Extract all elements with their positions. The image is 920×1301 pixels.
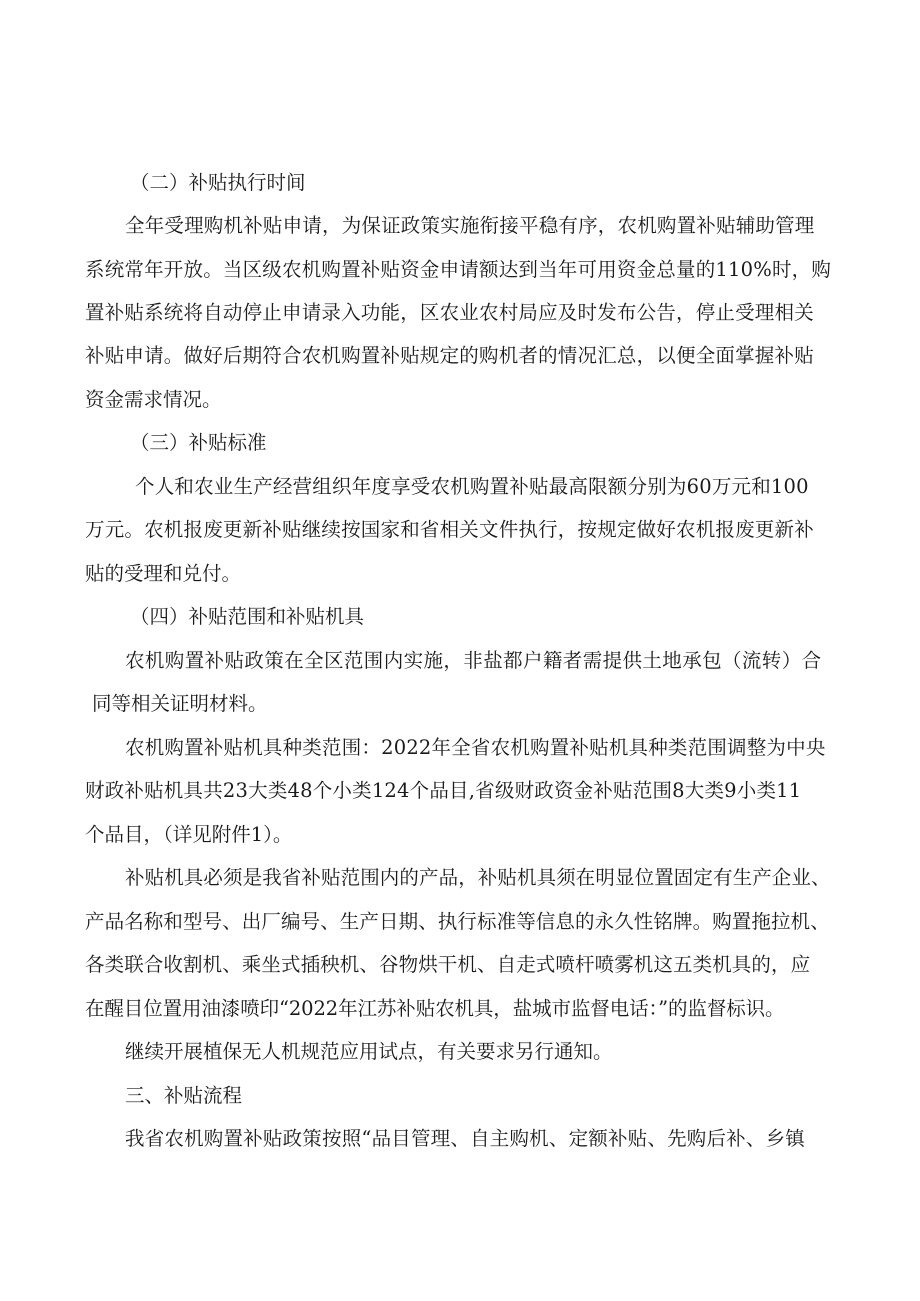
paragraph-line: 个人和农业生产经营组织年度享受农机购置补贴最高限额分别为60万元和100 — [135, 475, 809, 498]
section-heading-subsidy-standard: （三）补贴标准 — [130, 431, 267, 454]
paragraph-line: 我省农机购置补贴政策按照“品目管理、自主购机、定额补贴、先购后补、乡镇 — [125, 1127, 805, 1150]
paragraph-line: 在醒目位置用油漆喷印“2022年江苏补贴农机具，盐城市监督电话：”的监督标识。 — [85, 997, 785, 1020]
paragraph-line: 置补贴系统将自动停止申请录入功能，区农业农村局应及时发布公告，停止受理相关 — [85, 301, 814, 324]
paragraph-line: 同等相关证明材料。 — [92, 692, 268, 715]
paragraph-line: 农机购置补贴机具种类范围：2022年全省农机购置补贴机具种类范围调整为中央 — [125, 736, 826, 759]
paragraph-line: 系统常年开放。当区级农机购置补贴资金申请额达到当年可用资金总量的110%时，购 — [85, 258, 832, 281]
paragraph-line: 财政补贴机具共23大类48个小类124个品目,省级财政资金补贴范围8大类9小类11 — [85, 779, 802, 802]
paragraph-line: 补贴机具必须是我省补贴范围内的产品，补贴机具须在明显位置固定有生产企业、 — [125, 866, 831, 889]
paragraph-line: 资金需求情况。 — [85, 388, 222, 411]
paragraph-line: 产品名称和型号、出厂编号、生产日期、执行标准等信息的永久性铭牌。购置拖拉机、 — [85, 910, 830, 933]
section-heading-execution-time: （二）补贴执行时间 — [130, 171, 306, 194]
paragraph-line: 万元。农机报废更新补贴继续按国家和省相关文件执行，按规定做好农机报废更新补 — [85, 518, 814, 541]
paragraph-line: 全年受理购机补贴申请，为保证政策实施衔接平稳有序，农机购置补贴辅助管理 — [125, 214, 815, 237]
paragraph-line: 继续开展植保无人机规范应用试点，有关要求另行通知。 — [125, 1040, 613, 1063]
section-heading-subsidy-process: 三、补贴流程 — [125, 1084, 243, 1107]
paragraph-line: 贴的受理和兑付。 — [85, 562, 242, 585]
section-heading-subsidy-scope: （四）补贴范围和补贴机具 — [130, 605, 365, 628]
paragraph-line: 农机购置补贴政策在全区范围内实施，非盐都户籍者需提供土地承包（流转）合 — [125, 649, 822, 672]
paragraph-line: 个品目，（详见附件1）。 — [85, 823, 293, 846]
paragraph-line: 各类联合收割机、乘坐式插秧机、谷物烘干机、自走式喷杆喷雾机这五类机具的，应 — [85, 953, 811, 976]
paragraph-line: 补贴申请。做好后期符合农机购置补贴规定的购机者的情况汇总，以便全面掌握补贴 — [85, 344, 814, 367]
